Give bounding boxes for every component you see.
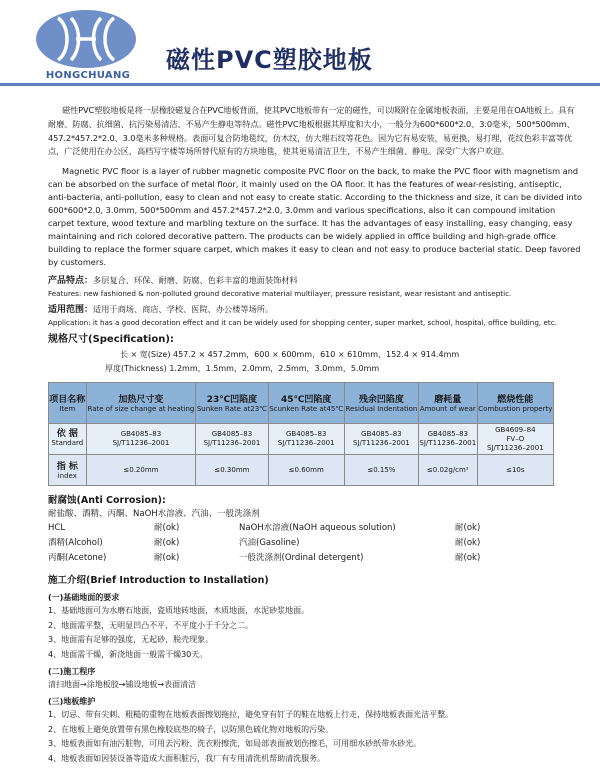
table-header-cell: 项目名称 Item xyxy=(49,383,87,424)
corrosion-row: 酒精(Alcohol) 耐(ok) 汽油(Gasoline) 耐(ok) xyxy=(48,538,481,549)
procedure-title: (二)施工程序 xyxy=(48,667,96,677)
list-item: 1、基础地面可为水磨石地面，瓷质地砖地面，木质地面，水泥砂浆地面。 xyxy=(48,606,310,616)
features-label: 产品特点： xyxy=(48,276,94,287)
table-cell: ≤0.30mm xyxy=(196,455,268,486)
specification-section xyxy=(48,332,582,376)
maintenance-title: (三)地板维护 xyxy=(48,697,96,707)
table-header-cell: 23℃凹陷度 Sunken Rate at23℃ xyxy=(196,383,268,424)
table-header-cell: 燃烧性能 Combustion property xyxy=(477,383,553,424)
header xyxy=(0,0,600,90)
features-english: Features: new fashioned & non-polluted ground decorative material multilayer, pressure resistant, wear resistant and antiseptic. xyxy=(48,289,512,299)
table-row-label: 指 标 index xyxy=(49,455,87,486)
specification-size: 长 × 宽(Size) 457.2 × 457.2mm，600 × 600mm，610 × 610mm，152.4 × 914.4mm xyxy=(120,350,460,360)
intro-english: Magnetic PVC floor is a layer of rubber magnetic composite PVC floor on the back, to make the PVC floor with magnetism and can be absorbed on the surface of metal floor, it mainly used on the OA floor. It has the features of wear-resisting, antiseptic, anti-bacteria, anti-pollution, easy to clean and not easy to create static. According to the thickness and size, it can be divided into 600*600*2.0, 3.0mm, 500*500mm and 457.2*457.2*2.0, 3.0mm and various specifications, also it can compound imitation carpet texture, wood texture and marbling texture on the surface. It has the advantages of easy installing, easy changing, easy maintaining and rich colored decorative pattern. The products can be widely applied in office building and high-grade office building to replace the former square carpet, which makes it easy to clean and not easy to produce bacterial static. Deep favored by customers. xyxy=(48,166,582,267)
hongchuang-logo xyxy=(36,10,136,68)
corrosion-intro: 耐盐酸、酒精、丙酮、NaOH水溶液、汽油、一般洗涤剂 xyxy=(48,509,260,520)
list-item: 2、在地板上避免放置带有黑色橡胶底垫的椅子，以防黑色硫化物对地板的污染。 xyxy=(48,724,334,734)
main-content xyxy=(48,104,582,766)
list-item: 4、地面需干燥，新浇地面一般需干燥30天。 xyxy=(48,649,208,659)
application-chinese: 适用于商场、商店、学校、医院、办公楼等场所。 xyxy=(93,304,274,315)
table-cell: GB4085–83 SJ/T11236–2001 xyxy=(418,424,477,455)
installation-section xyxy=(48,574,582,766)
table-cell: ≤0.15% xyxy=(344,455,418,486)
features-section xyxy=(48,274,582,300)
table-cell: ≤0.20mm xyxy=(86,455,196,486)
list-item: 4、地板表面如因装设备等造成大面积脏污，我厂有专用清洗机帮助清洗服务。 xyxy=(48,753,326,763)
specification-title: 规格尺寸(Specification): xyxy=(48,334,174,346)
table-cell: GB4609–84 FV–O SJ/T11236–2001 xyxy=(477,424,553,455)
table-header-cell: 加热尺寸变 Rate of size change at heating xyxy=(86,383,196,424)
list-item: 2、地面需平整，无明显凹凸不平，不平度小于千分之二。 xyxy=(48,620,254,630)
brand-name: HONGCHUANG xyxy=(45,70,131,81)
list-item: 3、地面需有足够的强度，无起砂，脱壳现象。 xyxy=(48,635,214,645)
intro-chinese: 磁性PVC塑胶地板是将一层橡胶磁复合在PVC地板背面，使其PVC地板带有一定的磁性，可以吸附在金属地板表面，主要是用在OA地板上。具有耐磨、防腐、抗细菌、抗污染易清洁、不易产生静电等特点。磁性PVC地板根据其厚度和大小，一般分为600*600*2.0、3.0毫米，500*500mm、457.2*457.2*2.0、3.0毫米多种规格。表面可复合防地毯纹，仿木纹，仿大理石纹等花色。因为它有易安装，易更换，易打理，花纹色彩丰富等优点，广泛使用在办公区，高档写字楼等场所替代原有的方块地毯，使其更易清洁卫生，不易产生细菌、静电。深受广大客户欢迎。 xyxy=(48,105,575,157)
table-header-cell: 残余凹陷度 Residual Indentation xyxy=(344,383,418,424)
properties-table xyxy=(48,382,554,486)
list-item: 3、地板表面如有油污脏物，可用去污粉、洗衣粉擦洗，如局部表面被划伤擦毛，可用细水砂纸带水砂光。 xyxy=(48,739,422,749)
table-row-index xyxy=(49,455,554,486)
application-english: Application: it has a good decoration effect and it can be widely used for shopping center, super market, school, hospital, office building, etc. xyxy=(48,318,557,328)
table-cell: GB4085–83 SJ/T11236–2001 xyxy=(196,424,268,455)
corrosion-row: HCL 耐(ok) NaOH水溶液(NaOH aqueous solution) 耐(ok) xyxy=(48,523,481,534)
table-cell: GB4085–83 SJ/T11236–2001 xyxy=(344,424,418,455)
features-chinese: 多层复合、环保、耐磨、防腐、色彩丰富的地面装饰材料 xyxy=(93,275,298,286)
application-section xyxy=(48,303,582,329)
table-row-standard xyxy=(49,424,554,455)
table-header-cell: 磨耗量 Amount of wear xyxy=(418,383,477,424)
table-header-row xyxy=(49,383,554,424)
table-cell: GB4085–83 SJ/T11236–2001 xyxy=(268,424,344,455)
table-row-label: 依 据 Standard xyxy=(49,424,87,455)
ground-requirements-title: (一)基础地面的要求 xyxy=(48,593,120,603)
corrosion-title: 耐腐蚀(Anti Corrosion): xyxy=(48,495,166,507)
corrosion-section xyxy=(48,494,582,566)
procedure-steps: 清扫地面→涂地板胶→铺设地板→表面清洁 xyxy=(48,680,197,690)
table-cell: GB4085–83 SJ/T11236–2001 xyxy=(86,424,196,455)
specification-thickness: 厚度(Thickness) 1.2mm，1.5mm，2.0mm，2.5mm，3.0mm，5.0mm xyxy=(105,364,380,374)
corrosion-row: 丙酮(Acetone) 耐(ok) 一般洗涤剂(Ordinal detergent) 耐(ok) xyxy=(48,553,481,564)
title-divider xyxy=(0,83,600,86)
installation-title: 施工介绍(Brief Introduction to Installation) xyxy=(48,575,269,587)
table-cell: ≤0.02g/cm² xyxy=(418,455,477,486)
table-header-cell: 45℃凹陷度 Scunken Rate at45℃ xyxy=(268,383,344,424)
application-label: 适用范围： xyxy=(48,305,94,316)
list-item: 1、切忌、带有尖刺、粗糙的重物在地板表面擦划拖拉，避免穿有钉子的鞋在地板上行走，保持地板表面光洁平整。 xyxy=(48,710,454,720)
table-cell: ≤0.60mm xyxy=(268,455,344,486)
page-title: 磁性PVC塑胶地板 xyxy=(166,46,373,74)
table-cell: ≤10s xyxy=(477,455,553,486)
